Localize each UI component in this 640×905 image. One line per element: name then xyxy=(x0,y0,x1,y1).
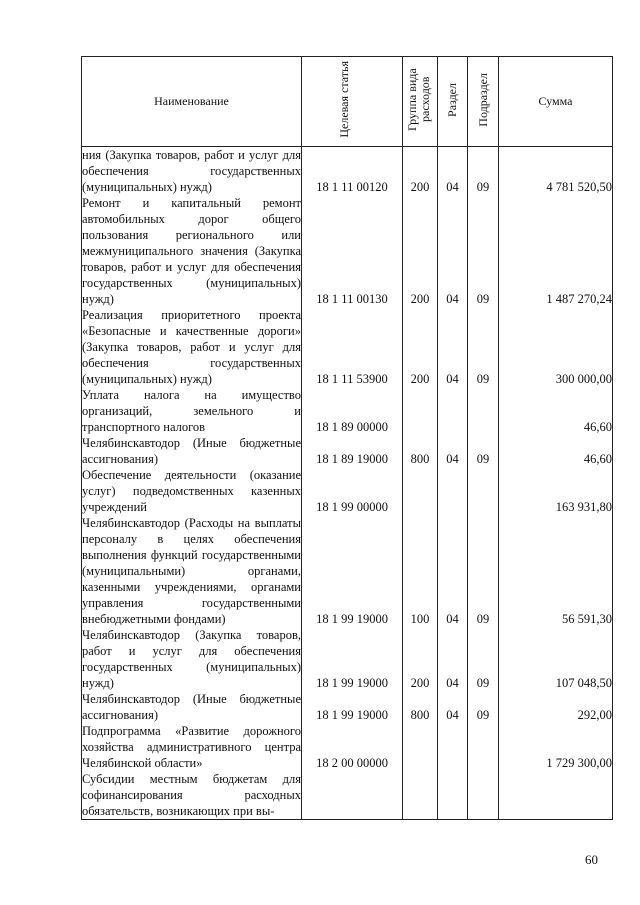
table-row xyxy=(82,771,613,820)
row-sum: 46,60 xyxy=(499,435,613,467)
table-row xyxy=(82,435,613,467)
table-row xyxy=(82,195,613,307)
row-section xyxy=(438,771,468,820)
row-subsection xyxy=(468,467,499,515)
row-name: Челябинскавтодор (Расходы на выплаты персоналу в целях обеспечения выполнения функций государственными (муниципальными) органами, казенными учреждениями, органами управления государственными внебюджетными фондами) xyxy=(82,516,301,626)
row-group: 200 xyxy=(403,627,438,691)
table-row xyxy=(82,691,613,723)
row-article: 18 1 99 00000 xyxy=(302,467,403,515)
table-row xyxy=(82,387,613,435)
row-sum: 46,60 xyxy=(499,387,613,435)
row-subsection xyxy=(468,771,499,820)
row-sum: 1 729 300,00 xyxy=(499,723,613,771)
page-number: 60 xyxy=(585,852,598,867)
header-group: Группа вида расходов xyxy=(403,57,438,147)
row-name: Челябинскавтодор (Иные бюджетные ассигнования) xyxy=(82,436,301,466)
header-section: Раздел xyxy=(438,57,468,147)
row-name: Реализация приоритетного проекта «Безопасные и качественные дороги» (Закупка товаров, работ и услуг для обеспечения государственных (муниципальных) нужд) xyxy=(82,308,301,386)
header-article: Целевая статья xyxy=(302,57,403,147)
table-row xyxy=(82,147,613,196)
row-section: 04 xyxy=(438,435,468,467)
row-section: 04 xyxy=(438,307,468,387)
row-article: 18 1 89 19000 xyxy=(302,435,403,467)
row-section: 04 xyxy=(438,515,468,627)
row-subsection: 09 xyxy=(468,515,499,627)
row-article xyxy=(302,771,403,820)
row-sum: 300 000,00 xyxy=(499,307,613,387)
row-name: Ремонт и капитальный ремонт автомобильных дорог общего пользования регионального или межмуниципального значения (Закупка товаров, работ и услуг для обеспечения государственных (муниципальных) нужд) xyxy=(82,196,301,306)
row-group: 200 xyxy=(403,307,438,387)
row-subsection: 09 xyxy=(468,307,499,387)
row-subsection xyxy=(468,387,499,435)
row-article: 18 1 99 19000 xyxy=(302,515,403,627)
table-row xyxy=(82,723,613,771)
row-sum: 292,00 xyxy=(499,691,613,723)
row-section xyxy=(438,387,468,435)
row-group: 100 xyxy=(403,515,438,627)
header-name: Наименование xyxy=(82,57,302,147)
row-section: 04 xyxy=(438,147,468,196)
row-name: Челябинскавтодор (Иные бюджетные ассигнования) xyxy=(82,692,301,722)
table-row xyxy=(82,307,613,387)
row-sum: 163 931,80 xyxy=(499,467,613,515)
table-header-row xyxy=(82,57,613,147)
row-subsection: 09 xyxy=(468,627,499,691)
row-group: 200 xyxy=(403,147,438,196)
row-group xyxy=(403,387,438,435)
row-group: 800 xyxy=(403,691,438,723)
row-name: Уплата налога на имущество организаций, земельного и транспортного налогов xyxy=(82,388,301,434)
row-subsection xyxy=(468,723,499,771)
row-section: 04 xyxy=(438,627,468,691)
row-article: 18 1 99 19000 xyxy=(302,691,403,723)
row-sum: 1 487 270,24 xyxy=(499,195,613,307)
row-section xyxy=(438,723,468,771)
row-name: ния (Закупка товаров, работ и услуг для обеспечения государственных (муниципальных) нужд) xyxy=(82,148,301,194)
table-row xyxy=(82,627,613,691)
table-row xyxy=(82,467,613,515)
row-name: Обеспечение деятельности (оказание услуг) подведомственных казенных учреждений xyxy=(82,468,301,514)
header-sum: Сумма xyxy=(499,57,613,147)
row-sum: 4 781 520,50 xyxy=(499,147,613,196)
row-article: 18 1 11 00120 xyxy=(302,147,403,196)
row-article: 18 1 89 00000 xyxy=(302,387,403,435)
row-section: 04 xyxy=(438,691,468,723)
row-name: Подпрограмма «Развитие дорожного хозяйства административного центра Челябинской области» xyxy=(82,724,301,770)
row-name: Субсидии местным бюджетам для софинансирования расходных обязательств, возникающих при вы- xyxy=(82,772,301,818)
row-article: 18 1 11 53900 xyxy=(302,307,403,387)
row-article: 18 1 99 19000 xyxy=(302,627,403,691)
row-group: 200 xyxy=(403,195,438,307)
budget-table xyxy=(81,56,613,820)
row-name: Челябинскавтодор (Закупка товаров, работ и услуг для обеспечения государственных (муниципальных) нужд) xyxy=(82,628,301,690)
row-article: 18 2 00 00000 xyxy=(302,723,403,771)
row-section xyxy=(438,467,468,515)
header-subsection: Подраздел xyxy=(468,57,499,147)
row-article: 18 1 11 00130 xyxy=(302,195,403,307)
row-group: 800 xyxy=(403,435,438,467)
row-group xyxy=(403,771,438,820)
row-group xyxy=(403,467,438,515)
row-subsection: 09 xyxy=(468,195,499,307)
row-sum: 107 048,50 xyxy=(499,627,613,691)
row-subsection: 09 xyxy=(468,147,499,196)
table-row xyxy=(82,515,613,627)
row-sum: 56 591,30 xyxy=(499,515,613,627)
row-section: 04 xyxy=(438,195,468,307)
row-subsection: 09 xyxy=(468,435,499,467)
row-group xyxy=(403,723,438,771)
row-sum xyxy=(499,771,613,820)
row-subsection: 09 xyxy=(468,691,499,723)
